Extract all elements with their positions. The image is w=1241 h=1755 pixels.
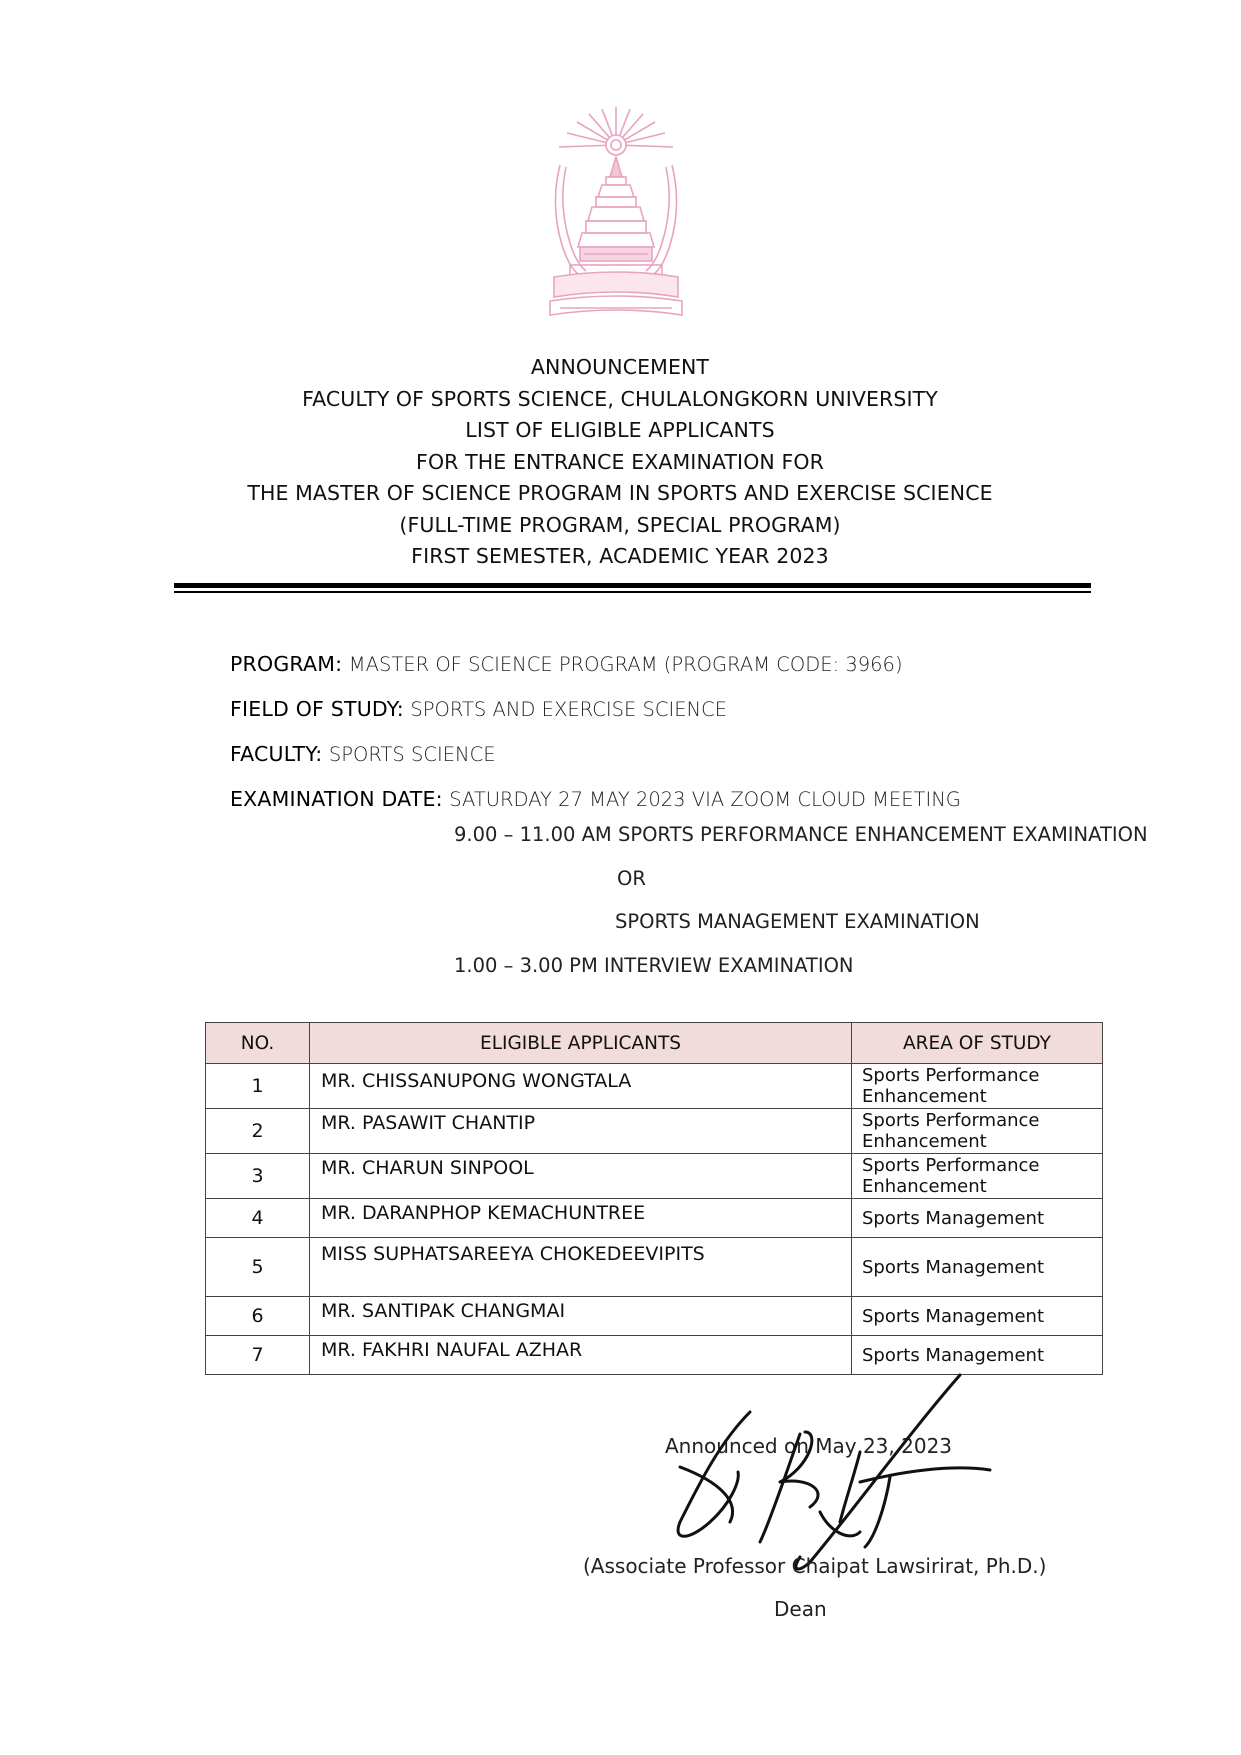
- field-value: SPORTS AND EXERCISE SCIENCE: [410, 698, 728, 721]
- table-row: [206, 1109, 1103, 1154]
- header-applicants: ELIGIBLE APPLICANTS: [310, 1023, 852, 1064]
- row-area: Sports Performance Enhancement: [852, 1064, 1103, 1109]
- header-divider-thin: [174, 591, 1091, 593]
- header-line: ANNOUNCEMENT: [530, 355, 710, 379]
- row-area: Sports Management: [852, 1336, 1103, 1375]
- program-info: [230, 652, 903, 676]
- exam-date-value: SATURDAY 27 MAY 2023 VIA ZOOM CLOUD MEETING: [449, 788, 961, 811]
- header-line: LIST OF ELIGIBLE APPLICANTS: [465, 418, 775, 442]
- program-label: PROGRAM:: [230, 652, 343, 676]
- exam-date-label: EXAMINATION DATE:: [230, 787, 443, 811]
- table-row: [206, 1199, 1103, 1238]
- header-line: THE MASTER OF SCIENCE PROGRAM IN SPORTS AND EXERCISE SCIENCE: [247, 481, 993, 505]
- row-area: Sports Management: [852, 1199, 1103, 1238]
- announcement-header: [120, 352, 1120, 573]
- schedule-morning: 9.00 – 11.00 AM SPORTS PERFORMANCE ENHANCEMENT EXAMINATION: [454, 823, 1148, 846]
- row-no: 3: [206, 1154, 310, 1199]
- exam-date-info: [230, 787, 961, 811]
- row-name: MR. SANTIPAK CHANGMAI: [310, 1297, 852, 1336]
- header-line: FACULTY OF SPORTS SCIENCE, CHULALONGKORN UNIVERSITY: [302, 386, 938, 411]
- faculty-info: [230, 742, 496, 766]
- row-area: Sports Performance Enhancement: [852, 1109, 1103, 1154]
- row-name: MR. PASAWIT CHANTIP: [310, 1109, 852, 1154]
- row-name: MR. CHARUN SINPOOL: [310, 1154, 852, 1199]
- field-info: [230, 697, 727, 721]
- schedule-interview: 1.00 – 3.00 PM INTERVIEW EXAMINATION: [454, 954, 854, 977]
- table-row: [206, 1154, 1103, 1199]
- announced-date: Announced on May 23, 2023: [665, 1434, 953, 1458]
- faculty-value: SPORTS SCIENCE: [328, 743, 496, 766]
- header-area: AREA OF STUDY: [852, 1023, 1103, 1064]
- header-no: NO.: [206, 1023, 310, 1064]
- row-name: MISS SUPHATSAREEYA CHOKEDEEVIPITS: [310, 1238, 852, 1297]
- schedule-or: OR: [617, 867, 646, 890]
- signatory-name: (Associate Professor Chaipat Lawsirirat, Ph.D.): [583, 1554, 1047, 1578]
- row-area: Sports Management: [852, 1297, 1103, 1336]
- row-no: 4: [206, 1199, 310, 1238]
- dean-signature: [660, 1372, 1000, 1582]
- table-row: [206, 1297, 1103, 1336]
- table-row: [206, 1064, 1103, 1109]
- schedule-management: SPORTS MANAGEMENT EXAMINATION: [615, 910, 980, 933]
- table-header-row: [206, 1023, 1103, 1064]
- row-no: 1: [206, 1064, 310, 1109]
- row-no: 6: [206, 1297, 310, 1336]
- header-line: FIRST SEMESTER, ACADEMIC YEAR 2023: [411, 544, 829, 568]
- university-seal-logo: [540, 105, 692, 327]
- row-no: 5: [206, 1238, 310, 1297]
- row-name: MR. CHISSANUPONG WONGTALA: [310, 1064, 852, 1109]
- row-name: MR. FAKHRI NAUFAL AZHAR: [310, 1336, 852, 1375]
- header-line: (FULL-TIME PROGRAM, SPECIAL PROGRAM): [399, 512, 841, 537]
- field-label: FIELD OF STUDY:: [230, 697, 404, 721]
- row-name: MR. DARANPHOP KEMACHUNTREE: [310, 1199, 852, 1238]
- row-area: Sports Performance Enhancement: [852, 1154, 1103, 1199]
- program-value: MASTER OF SCIENCE PROGRAM (PROGRAM CODE: 3966): [348, 653, 903, 676]
- table-row: [206, 1238, 1103, 1297]
- header-line: FOR THE ENTRANCE EXAMINATION FOR: [416, 449, 824, 474]
- header-divider-thick: [174, 583, 1091, 588]
- faculty-label: FACULTY:: [230, 742, 323, 766]
- row-area: Sports Management: [852, 1238, 1103, 1297]
- signatory-title: Dean: [774, 1597, 827, 1621]
- row-no: 2: [206, 1109, 310, 1154]
- eligible-applicants-table: [205, 1022, 1103, 1375]
- row-no: 7: [206, 1336, 310, 1375]
- table-row: [206, 1336, 1103, 1375]
